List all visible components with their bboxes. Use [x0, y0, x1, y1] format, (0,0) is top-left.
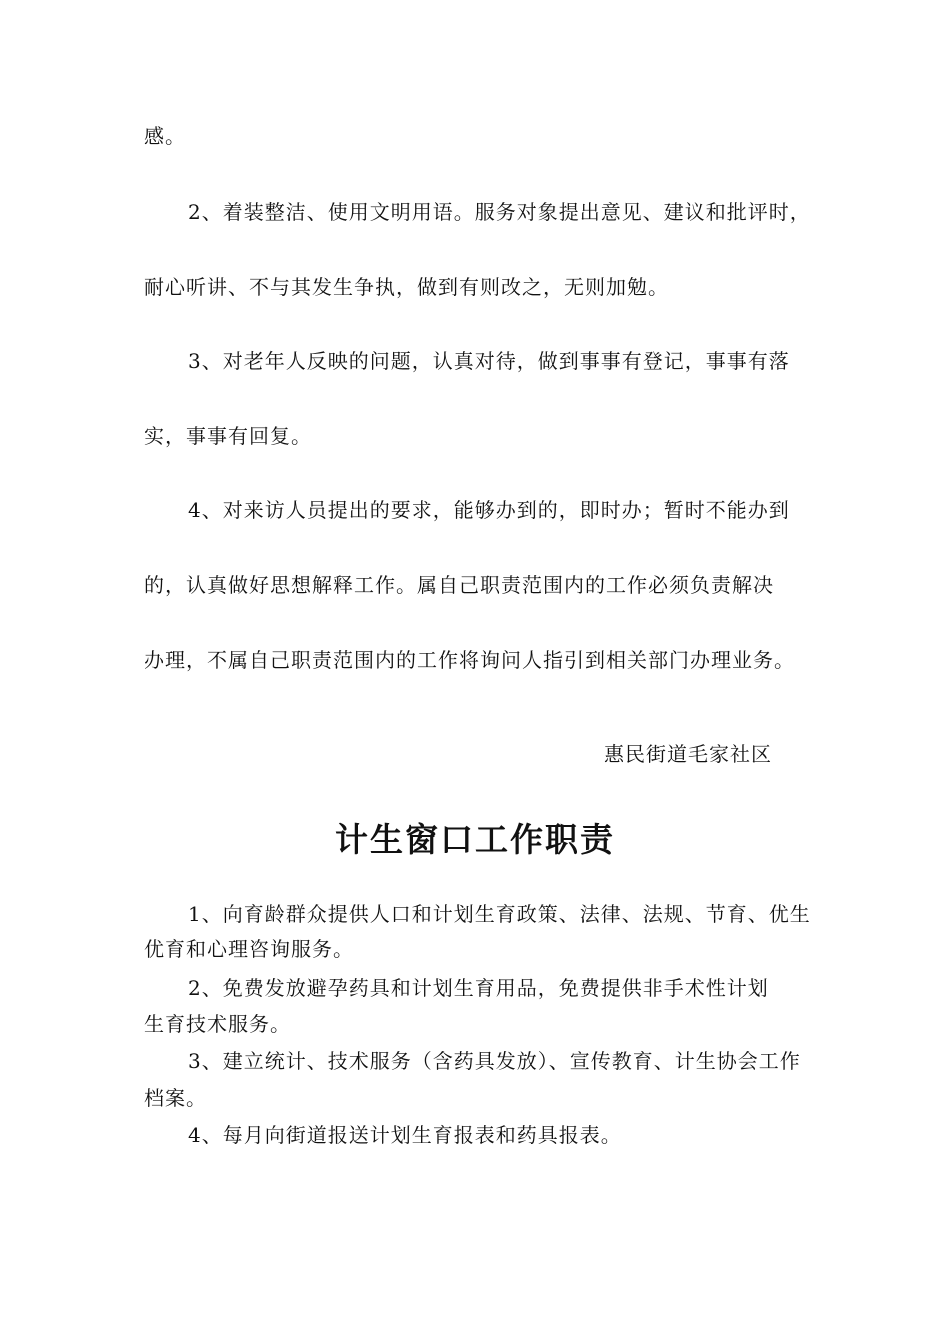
section-title: 计生窗口工作职责 [335, 820, 615, 859]
list-item-line: 2、免费发放避孕药具和计划生育用品，免费提供非手术性计划 [188, 976, 769, 1000]
list-item-line: 3、建立统计、技术服务（含药具发放）、宣传教育、计生协会工作 [188, 1049, 801, 1073]
list-item-line: 1、向育龄群众提供人口和计划生育政策、法律、法规、节育、优生 [188, 902, 811, 926]
paragraph-line: 2、着装整洁、使用文明用语。服务对象提出意见、建议和批评时， [188, 200, 811, 224]
paragraph-line: 3、对老年人反映的问题，认真对待，做到事事有登记，事事有落 [188, 349, 790, 373]
list-item-line: 档案。 [144, 1086, 207, 1110]
paragraph-line: 感。 [144, 124, 186, 148]
signature-organization: 惠民街道毛家社区 [604, 742, 772, 766]
paragraph-line: 实，事事有回复。 [144, 424, 312, 448]
list-item-line: 优育和心理咨询服务。 [144, 937, 354, 961]
paragraph-line: 的，认真做好思想解释工作。属自己职责范围内的工作必须负责解决 [144, 573, 774, 597]
list-item-line: 4、每月向街道报送计划生育报表和药具报表。 [188, 1123, 622, 1147]
paragraph-line: 4、对来访人员提出的要求，能够办到的，即时办；暂时不能办到 [188, 498, 790, 522]
list-item-line: 生育技术服务。 [144, 1012, 291, 1036]
paragraph-line: 耐心听讲、不与其发生争执，做到有则改之，无则加勉。 [144, 275, 669, 299]
paragraph-line: 办理，不属自己职责范围内的工作将询问人指引到相关部门办理业务。 [144, 648, 795, 672]
